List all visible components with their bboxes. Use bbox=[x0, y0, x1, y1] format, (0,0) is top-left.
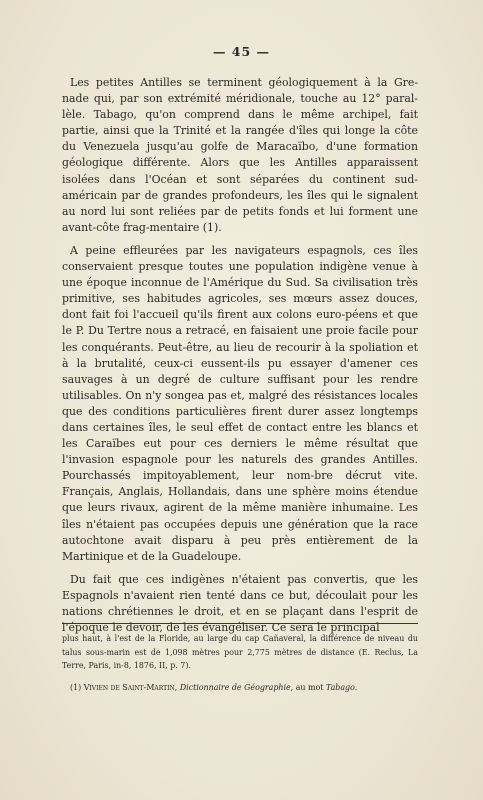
paragraph-1: Les petites Antilles se terminent géologiquement à la Gre-nade qui, par son extrémité méridionale, touche au 12° paral-lèle. Tabago, qu'on comprend dans le même archipel, fait partie, ainsi que la Trinité et la rangée d'îles qui longe la côte du Venezuela jusqu'au golfe de Maracaïbo, d'une formation géologique différente. Alors que les Antilles apparaissent isolées dans l'Océan et sont séparées du continent sud-américain par de grandes profondeurs, les îles qui le signalent au nord lui sont reliées par de petits fonds et lui forment une avant-côte frag-mentaire (1). bbox=[62, 76, 418, 234]
footnote-1-rest: au mot bbox=[295, 682, 324, 692]
paragraph-2: A peine effleurées par les navigateurs espagnols, ces îles conservaient presque toutes une population indigène venue à une époque inconnue de l'Amérique du Sud. Sa civilisation très primitive, ses habitudes agricoles, ses mœurs assez douces, dont fait foi l'accueil qu'ils firent aux colons euro-péens et que le P. Du Tertre nous a retracé, en faisaient une proie facile pour les conquérants. Peut-être, au lieu de recourir à la spoliation et à la brutalité, ceux-ci eussent-ils pu essayer d'amener ces sauvages à un degré de culture suffisant pour les rendre utilisables. On n'y songea pas et, malgré des résistances locales que des conditions particulières firent durer assez longtemps dans certaines îles, le seul effet de contact entre les blancs et les Caraïbes eut pour ces derniers le même résultat que l'invasion espagnole pour les naturels des grandes Antilles. Pourchassés impitoyablement, leur nom-bre décrut vite. Français, Anglais, Hollandais, dans une sphère moins étendue que leurs rivaux, agirent de la même manière inhumaine. Les îles n'étaient pas occupées depuis une génération que la race autochtone avait disparu à peu près entièrement de la Martinique et de la Guadeloupe. bbox=[62, 243, 418, 563]
footnote-1-title: Dictionnaire de Géographie, bbox=[179, 682, 294, 692]
footnote-separator bbox=[62, 623, 418, 624]
paragraph-3: Du fait que ces indigènes n'étaient pas convertis, que les Espagnols n'avaient rien tenté dans ce but, découlait pour les nations chrétiennes le droit, et en se plaçant dans l'esprit de l'époque le devoir, de les évangéliser. Ce sera le principal bbox=[62, 572, 418, 635]
page-number: — 45 — bbox=[212, 44, 271, 59]
footnote-continued: plus haut, à l'est de la Floride, au large du cap Cañaveral, la différence de niveau du talus sous-marin est de 1,098 mètres pour 2,775 mètres de distance (E. Reclus, La Terre, Paris, in-8, 1876, II, p. 7). bbox=[62, 634, 418, 671]
footnote-1-author: Vivien de Saint-Martin, bbox=[83, 682, 178, 692]
footnote-1-word: Tabago. bbox=[325, 682, 358, 692]
body-text bbox=[62, 75, 418, 643]
footnotes bbox=[62, 632, 418, 702]
footnote-1-marker: (1) bbox=[70, 682, 82, 692]
footnote-1 bbox=[62, 681, 418, 695]
